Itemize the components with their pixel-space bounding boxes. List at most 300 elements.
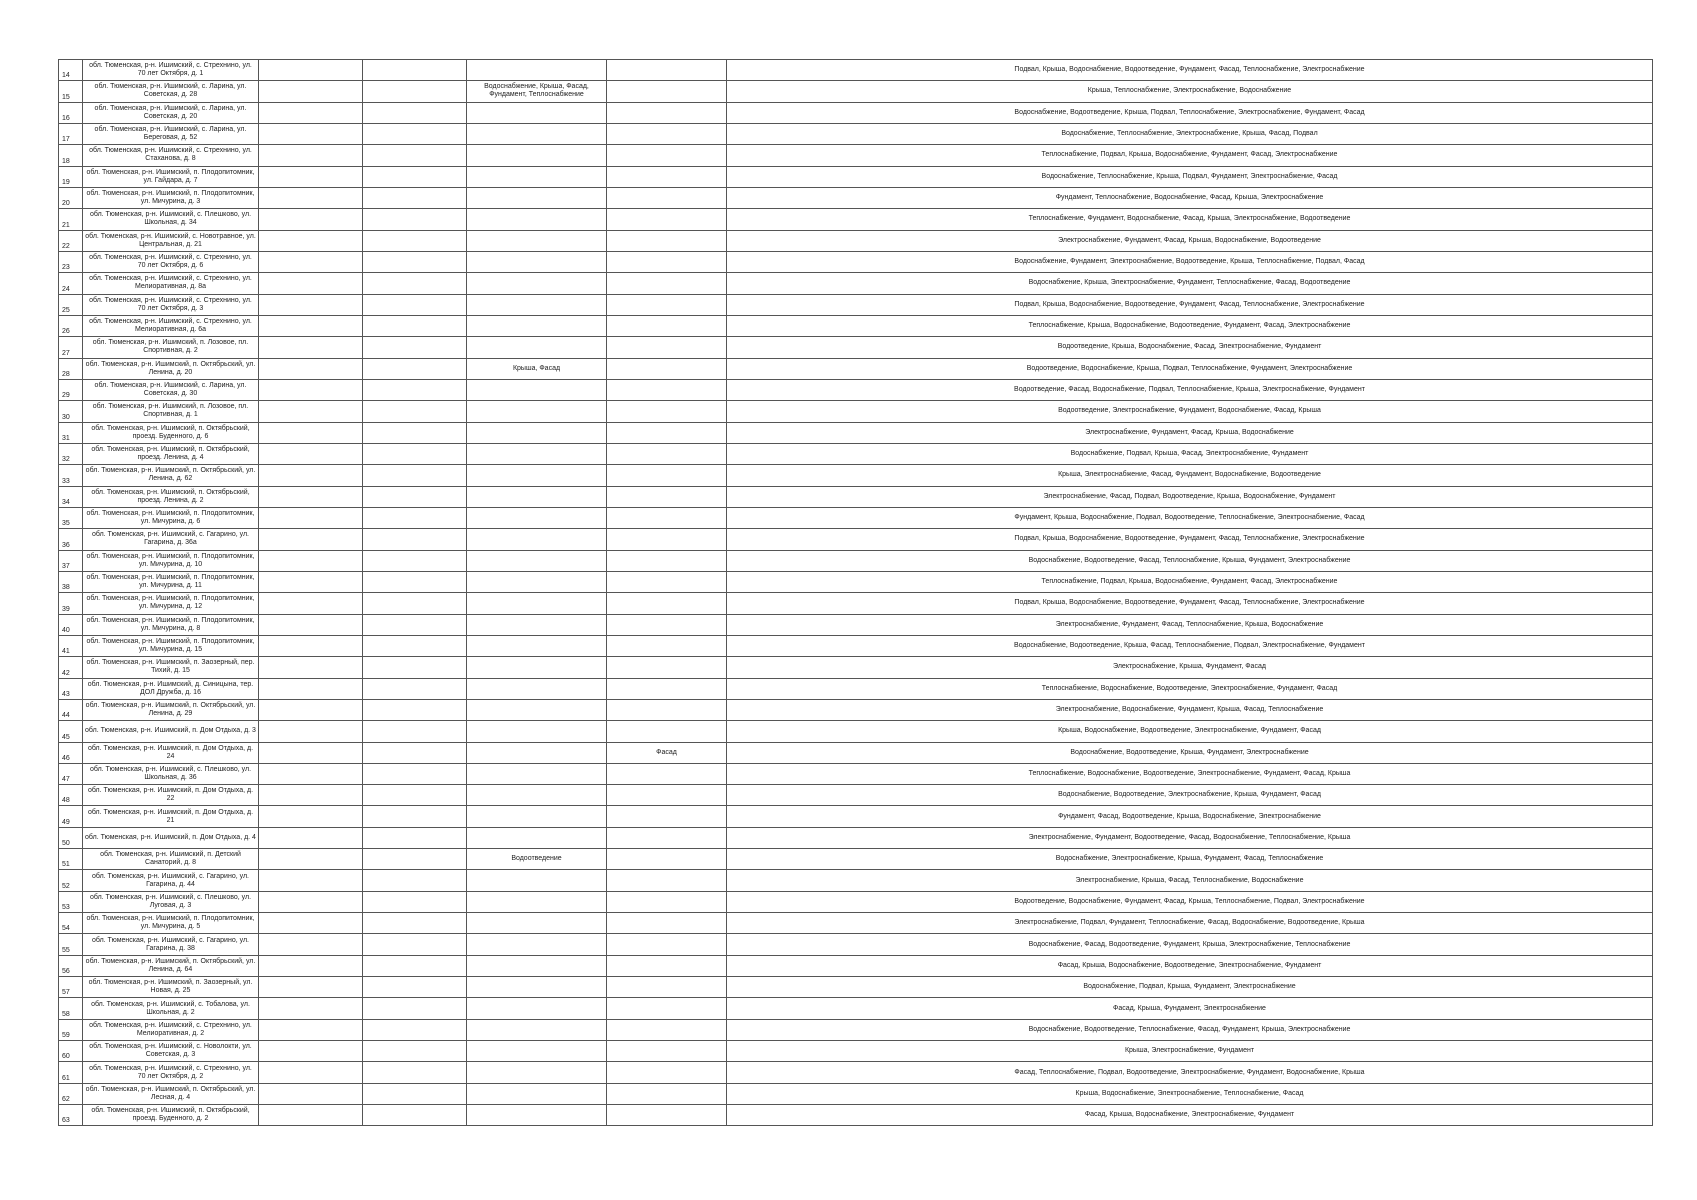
empty-cell [259,870,363,891]
row-number: 43 [59,678,83,699]
table-row [59,550,1653,571]
works-list-cell: Водоснабжение, Фасад, Водоотведение, Фундамент, Крыша, Электроснабжение, Теплоснабжение [727,934,1653,955]
empty-cell [259,913,363,934]
address-cell: обл. Тюменская, р-н. Ишимский, п. Октябрьский, ул. Ленина, д. 62 [83,465,259,486]
address-cell: обл. Тюменская, р-н. Ишимский, с. Гагарино, ул. Гагарина, д. 36а [83,529,259,550]
column-4-cell [467,571,607,592]
row-number: 19 [59,166,83,187]
column-4-cell [467,102,607,123]
column-3-cell [363,955,467,976]
column-3-cell [363,422,467,443]
empty-cell [259,315,363,336]
table-row [59,571,1653,592]
empty-cell [259,422,363,443]
column-5-cell [607,1083,727,1104]
address-cell: обл. Тюменская, р-н. Ишимский, п. Плодопитомник, ул. Мичурина, д. 8 [83,614,259,635]
column-4-cell [467,785,607,806]
column-5-cell [607,571,727,592]
empty-cell [259,379,363,400]
column-3-cell [363,209,467,230]
table-row [59,657,1653,678]
column-3-cell [363,913,467,934]
works-list-cell: Фундамент, Крыша, Водоснабжение, Подвал, Водоотведение, Теплоснабжение, Электроснабжение, Фасад [727,507,1653,528]
address-cell: обл. Тюменская, р-н. Ишимский, п. Октябрьский, проезд. Ленина, д. 2 [83,486,259,507]
empty-cell [259,60,363,81]
column-5-cell [607,678,727,699]
column-4-cell [467,657,607,678]
empty-cell [259,955,363,976]
table-row [59,166,1653,187]
address-cell: обл. Тюменская, р-н. Ишимский, п. Детский Санаторий, д. 8 [83,849,259,870]
address-cell: обл. Тюменская, р-н. Ишимский, п. Плодопитомник, ул. Мичурина, д. 10 [83,550,259,571]
empty-cell [259,763,363,784]
address-cell: обл. Тюменская, р-н. Ишимский, с. Стрехнино, ул. Стаханова, д. 8 [83,145,259,166]
column-4-cell [467,251,607,272]
works-table [58,59,1653,1126]
column-5-cell [607,209,727,230]
works-list-cell: Теплоснабжение, Фундамент, Водоснабжение, Фасад, Крыша, Электроснабжение, Водоотведение [727,209,1653,230]
column-5-cell [607,422,727,443]
table-row [59,1019,1653,1040]
address-cell: обл. Тюменская, р-н. Ишимский, с. Новотравное, ул. Центральная, д. 21 [83,230,259,251]
column-3-cell [363,763,467,784]
table-row [59,763,1653,784]
empty-cell [259,465,363,486]
address-cell: обл. Тюменская, р-н. Ишимский, с. Стрехнино, ул. 70 лет Октября, д. 6 [83,251,259,272]
column-3-cell [363,102,467,123]
column-3-cell [363,614,467,635]
column-3-cell [363,849,467,870]
column-3-cell [363,187,467,208]
row-number: 52 [59,870,83,891]
empty-cell [259,81,363,102]
column-5-cell [607,379,727,400]
row-number: 28 [59,358,83,379]
address-cell: обл. Тюменская, р-н. Ишимский, п. Плодопитомник, ул. Мичурина, д. 12 [83,593,259,614]
row-number: 54 [59,913,83,934]
row-number: 50 [59,827,83,848]
row-number: 51 [59,849,83,870]
address-cell: обл. Тюменская, р-н. Ишимский, п. Дом Отдыха, д. 22 [83,785,259,806]
works-list-cell: Крыша, Теплоснабжение, Электроснабжение, Водоснабжение [727,81,1653,102]
table-row [59,742,1653,763]
column-5-cell [607,145,727,166]
empty-cell [259,145,363,166]
column-5-cell [607,614,727,635]
column-5-cell [607,273,727,294]
table-row [59,593,1653,614]
column-5-cell [607,294,727,315]
column-4-cell [467,166,607,187]
empty-cell [259,678,363,699]
works-list-cell: Водоснабжение, Водоотведение, Фасад, Теплоснабжение, Крыша, Фундамент, Электроснабжение [727,550,1653,571]
column-3-cell [363,721,467,742]
works-list-cell: Крыша, Электроснабжение, Фундамент [727,1041,1653,1062]
column-5-cell [607,81,727,102]
row-number: 29 [59,379,83,400]
works-list-cell: Водоснабжение, Водоотведение, Крыша, Фундамент, Электроснабжение [727,742,1653,763]
works-list-cell: Электроснабжение, Фундамент, Фасад, Теплоснабжение, Крыша, Водоснабжение [727,614,1653,635]
column-4-cell: Крыша, Фасад [467,358,607,379]
row-number: 39 [59,593,83,614]
address-cell: обл. Тюменская, р-н. Ишимский, с. Ларина, ул. Советская, д. 20 [83,102,259,123]
works-list-cell: Водоснабжение, Подвал, Крыша, Фундамент, Электроснабжение [727,977,1653,998]
address-cell: обл. Тюменская, р-н. Ишимский, п. Октябрьский, проезд. Буденного, д. 2 [83,1105,259,1126]
table-row [59,934,1653,955]
column-4-cell [467,465,607,486]
address-cell: обл. Тюменская, р-н. Ишимский, д. Синицына, тер. ДОЛ Дружба, д. 16 [83,678,259,699]
table-row [59,209,1653,230]
table-row [59,81,1653,102]
empty-cell [259,998,363,1019]
row-number: 42 [59,657,83,678]
column-4-cell [467,337,607,358]
works-list-cell: Крыша, Электроснабжение, Фасад, Фундамент, Водоснабжение, Водоотведение [727,465,1653,486]
row-number: 56 [59,955,83,976]
column-5-cell [607,166,727,187]
row-number: 38 [59,571,83,592]
column-4-cell [467,379,607,400]
address-cell: обл. Тюменская, р-н. Ишимский, п. Октябрьский, ул. Лесная, д. 4 [83,1083,259,1104]
table-row [59,123,1653,144]
works-list-cell: Фундамент, Фасад, Водоотведение, Крыша, Водоснабжение, Электроснабжение [727,806,1653,827]
column-5-cell [607,721,727,742]
works-list-cell: Водоснабжение, Водоотведение, Электроснабжение, Крыша, Фундамент, Фасад [727,785,1653,806]
column-5-cell [607,763,727,784]
column-5-cell [607,251,727,272]
empty-cell [259,699,363,720]
row-number: 45 [59,721,83,742]
empty-cell [259,294,363,315]
column-5-cell [607,1019,727,1040]
row-number: 55 [59,934,83,955]
works-list-cell: Водоотведение, Крыша, Водоснабжение, Фасад, Электроснабжение, Фундамент [727,337,1653,358]
column-5-cell [607,60,727,81]
column-4-cell [467,977,607,998]
column-3-cell [363,486,467,507]
table-row [59,507,1653,528]
table-row [59,785,1653,806]
column-4-cell [467,529,607,550]
table-row [59,614,1653,635]
row-number: 34 [59,486,83,507]
works-list-cell: Фасад, Крыша, Фундамент, Электроснабжение [727,998,1653,1019]
column-4-cell [467,294,607,315]
column-3-cell [363,891,467,912]
column-4-cell [467,230,607,251]
column-3-cell [363,273,467,294]
empty-cell [259,486,363,507]
table-row [59,849,1653,870]
column-3-cell [363,379,467,400]
empty-cell [259,358,363,379]
empty-cell [259,742,363,763]
works-list-cell: Электроснабжение, Крыша, Фундамент, Фасад [727,657,1653,678]
column-4-cell [467,1083,607,1104]
empty-cell [259,977,363,998]
column-4-cell [467,145,607,166]
row-number: 46 [59,742,83,763]
empty-cell [259,550,363,571]
column-5-cell [607,529,727,550]
row-number: 26 [59,315,83,336]
column-3-cell [363,1105,467,1126]
row-number: 53 [59,891,83,912]
column-4-cell [467,187,607,208]
column-4-cell [467,699,607,720]
address-cell: обл. Тюменская, р-н. Ишимский, с. Стрехнино, ул. 70 лет Октября, д. 2 [83,1062,259,1083]
column-4-cell [467,507,607,528]
column-5-cell [607,337,727,358]
address-cell: обл. Тюменская, р-н. Ишимский, п. Дом Отдыха, д. 21 [83,806,259,827]
works-list-cell: Водоотведение, Электроснабжение, Фундамент, Водоснабжение, Фасад, Крыша [727,401,1653,422]
table-row [59,401,1653,422]
empty-cell [259,529,363,550]
column-4-cell [467,742,607,763]
column-3-cell [363,465,467,486]
table-row [59,422,1653,443]
address-cell: обл. Тюменская, р-н. Ишимский, с. Ларина, ул. Береговая, д. 52 [83,123,259,144]
column-3-cell [363,827,467,848]
address-cell: обл. Тюменская, р-н. Ишимский, с. Плешково, ул. Школьная, д. 34 [83,209,259,230]
column-4-cell [467,422,607,443]
column-4-cell [467,1019,607,1040]
works-list-cell: Фасад, Крыша, Водоснабжение, Электроснабжение, Фундамент [727,1105,1653,1126]
column-3-cell [363,166,467,187]
empty-cell [259,166,363,187]
empty-cell [259,1041,363,1062]
table-row [59,1105,1653,1126]
table-row [59,955,1653,976]
works-list-cell: Теплоснабжение, Подвал, Крыша, Водоснабжение, Фундамент, Фасад, Электроснабжение [727,145,1653,166]
table-row [59,486,1653,507]
table-row [59,806,1653,827]
address-cell: обл. Тюменская, р-н. Ишимский, п. Октябрьский, ул. Ленина, д. 29 [83,699,259,720]
table-row [59,273,1653,294]
empty-cell [259,721,363,742]
address-cell: обл. Тюменская, р-н. Ишимский, п. Лозовое, пл. Спортивная, д. 1 [83,401,259,422]
column-5-cell [607,1105,727,1126]
address-cell: обл. Тюменская, р-н. Ишимский, п. Плодопитомник, ул. Мичурина, д. 15 [83,635,259,656]
column-4-cell [467,635,607,656]
address-cell: обл. Тюменская, р-н. Ишимский, п. Плодопитомник, ул. Мичурина, д. 6 [83,507,259,528]
works-list-cell: Подвал, Крыша, Водоснабжение, Водоотведение, Фундамент, Фасад, Теплоснабжение, Электроснабжение [727,294,1653,315]
empty-cell [259,401,363,422]
row-number: 25 [59,294,83,315]
address-cell: обл. Тюменская, р-н. Ишимский, п. Плодопитомник, ул. Мичурина, д. 5 [83,913,259,934]
empty-cell [259,230,363,251]
works-list-cell: Теплоснабжение, Водоснабжение, Водоотведение, Электроснабжение, Фундамент, Фасад [727,678,1653,699]
table-row [59,721,1653,742]
row-number: 35 [59,507,83,528]
column-5-cell [607,977,727,998]
empty-cell [259,827,363,848]
address-cell: обл. Тюменская, р-н. Ишимский, п. Заозерный, ул. Новая, д. 25 [83,977,259,998]
column-3-cell [363,60,467,81]
works-list-cell: Электроснабжение, Фундамент, Фасад, Крыша, Водоснабжение [727,422,1653,443]
column-3-cell [363,315,467,336]
empty-cell [259,1105,363,1126]
row-number: 48 [59,785,83,806]
row-number: 58 [59,998,83,1019]
works-list-cell: Водоснабжение, Водоотведение, Крыша, Фасад, Теплоснабжение, Подвал, Электроснабжение, Фундамент [727,635,1653,656]
empty-cell [259,635,363,656]
table-row [59,998,1653,1019]
empty-cell [259,123,363,144]
column-5-cell [607,443,727,464]
column-4-cell [467,763,607,784]
column-5-cell [607,593,727,614]
column-3-cell [363,294,467,315]
empty-cell [259,934,363,955]
column-5-cell [607,486,727,507]
address-cell: обл. Тюменская, р-н. Ишимский, с. Плешково, ул. Луговая, д. 3 [83,891,259,912]
works-table-body [59,60,1653,1126]
address-cell: обл. Тюменская, р-н. Ишимский, п. Октябрьский, проезд. Буденного, д. 6 [83,422,259,443]
column-4-cell [467,614,607,635]
empty-cell [259,1019,363,1040]
address-cell: обл. Тюменская, р-н. Ишимский, с. Гагарино, ул. Гагарина, д. 44 [83,870,259,891]
works-list-cell: Водоотведение, Водоснабжение, Фундамент, Фасад, Крыша, Теплоснабжение, Подвал, Электроснабжение [727,891,1653,912]
empty-cell [259,251,363,272]
column-3-cell [363,123,467,144]
empty-cell [259,507,363,528]
table-row [59,102,1653,123]
works-list-cell: Водоснабжение, Водоотведение, Теплоснабжение, Фасад, Фундамент, Крыша, Электроснабжение [727,1019,1653,1040]
works-list-cell: Электроснабжение, Подвал, Фундамент, Теплоснабжение, Фасад, Водоснабжение, Водоотведение, Крыша [727,913,1653,934]
table-row [59,187,1653,208]
column-4-cell [467,209,607,230]
table-row [59,465,1653,486]
row-number: 59 [59,1019,83,1040]
address-cell: обл. Тюменская, р-н. Ишимский, п. Дом Отдыха, д. 3 [83,721,259,742]
table-row [59,379,1653,400]
column-3-cell [363,1041,467,1062]
column-5-cell [607,358,727,379]
works-list-cell: Водоотведение, Водоснабжение, Крыша, Подвал, Теплоснабжение, Фундамент, Электроснабжение [727,358,1653,379]
table-row [59,529,1653,550]
column-4-cell [467,827,607,848]
column-3-cell [363,443,467,464]
address-cell: обл. Тюменская, р-н. Ишимский, п. Октябрьский, проезд. Ленина, д. 4 [83,443,259,464]
row-number: 37 [59,550,83,571]
table-row [59,230,1653,251]
empty-cell [259,593,363,614]
column-5-cell [607,1062,727,1083]
row-number: 23 [59,251,83,272]
column-3-cell [363,145,467,166]
table-row [59,443,1653,464]
empty-cell [259,657,363,678]
column-5-cell [607,1041,727,1062]
column-4-cell [467,678,607,699]
column-4-cell [467,1041,607,1062]
address-cell: обл. Тюменская, р-н. Ишимский, п. Октябрьский, ул. Ленина, д. 20 [83,358,259,379]
works-list-cell: Водоотведение, Фасад, Водоснабжение, Подвал, Теплоснабжение, Крыша, Электроснабжение, Фундамент [727,379,1653,400]
column-4-cell [467,60,607,81]
empty-cell [259,849,363,870]
empty-cell [259,1062,363,1083]
row-number: 31 [59,422,83,443]
column-5-cell [607,934,727,955]
table-row [59,977,1653,998]
row-number: 41 [59,635,83,656]
row-number: 49 [59,806,83,827]
table-row [59,315,1653,336]
column-4-cell [467,721,607,742]
empty-cell [259,102,363,123]
empty-cell [259,571,363,592]
row-number: 17 [59,123,83,144]
column-4-cell [467,1105,607,1126]
column-5-cell [607,507,727,528]
address-cell: обл. Тюменская, р-н. Ишимский, с. Стрехнино, ул. Мелиоративная, д. 6а [83,315,259,336]
row-number: 63 [59,1105,83,1126]
column-5-cell [607,699,727,720]
column-3-cell [363,571,467,592]
row-number: 36 [59,529,83,550]
address-cell: обл. Тюменская, р-н. Ишимский, с. Ларина, ул. Советская, д. 30 [83,379,259,400]
column-5-cell [607,827,727,848]
works-list-cell: Фасад, Крыша, Водоснабжение, Водоотведение, Электроснабжение, Фундамент [727,955,1653,976]
row-number: 44 [59,699,83,720]
column-5-cell [607,102,727,123]
column-3-cell [363,230,467,251]
works-list-cell: Подвал, Крыша, Водоснабжение, Водоотведение, Фундамент, Фасад, Теплоснабжение, Электроснабжение [727,593,1653,614]
address-cell: обл. Тюменская, р-н. Ишимский, п. Плодопитомник, ул. Мичурина, д. 11 [83,571,259,592]
column-5-cell [607,657,727,678]
column-4-cell [467,955,607,976]
row-number: 18 [59,145,83,166]
row-number: 27 [59,337,83,358]
works-list-cell: Фундамент, Теплоснабжение, Водоснабжение, Фасад, Крыша, Электроснабжение [727,187,1653,208]
column-3-cell [363,785,467,806]
address-cell: обл. Тюменская, р-н. Ишимский, п. Плодопитомник, ул. Мичурина, д. 3 [83,187,259,208]
column-4-cell: Водоотведение [467,849,607,870]
column-5-cell [607,187,727,208]
empty-cell [259,209,363,230]
column-4-cell [467,891,607,912]
row-number: 21 [59,209,83,230]
column-4-cell [467,998,607,1019]
works-list-cell: Водоснабжение, Крыша, Электроснабжение, Фундамент, Теплоснабжение, Фасад, Водоотведение [727,273,1653,294]
address-cell: обл. Тюменская, р-н. Ишимский, с. Плешково, ул. Школьная, д. 36 [83,763,259,784]
empty-cell [259,785,363,806]
table-row [59,251,1653,272]
works-list-cell: Теплоснабжение, Крыша, Водоснабжение, Водоотведение, Фундамент, Фасад, Электроснабжение [727,315,1653,336]
column-3-cell [363,1083,467,1104]
table-row [59,1062,1653,1083]
address-cell: обл. Тюменская, р-н. Ишимский, с. Гагарино, ул. Гагарина, д. 38 [83,934,259,955]
column-5-cell [607,998,727,1019]
table-row [59,699,1653,720]
row-number: 24 [59,273,83,294]
works-list-cell: Электроснабжение, Крыша, Фасад, Теплоснабжение, Водоснабжение [727,870,1653,891]
column-4-cell [467,273,607,294]
column-5-cell [607,123,727,144]
empty-cell [259,806,363,827]
works-list-cell: Крыша, Водоснабжение, Электроснабжение, Теплоснабжение, Фасад [727,1083,1653,1104]
column-5-cell [607,401,727,422]
column-4-cell [467,1062,607,1083]
column-3-cell [363,657,467,678]
column-3-cell [363,1062,467,1083]
table-row [59,870,1653,891]
column-3-cell [363,401,467,422]
row-number: 32 [59,443,83,464]
column-3-cell [363,699,467,720]
table-row [59,913,1653,934]
